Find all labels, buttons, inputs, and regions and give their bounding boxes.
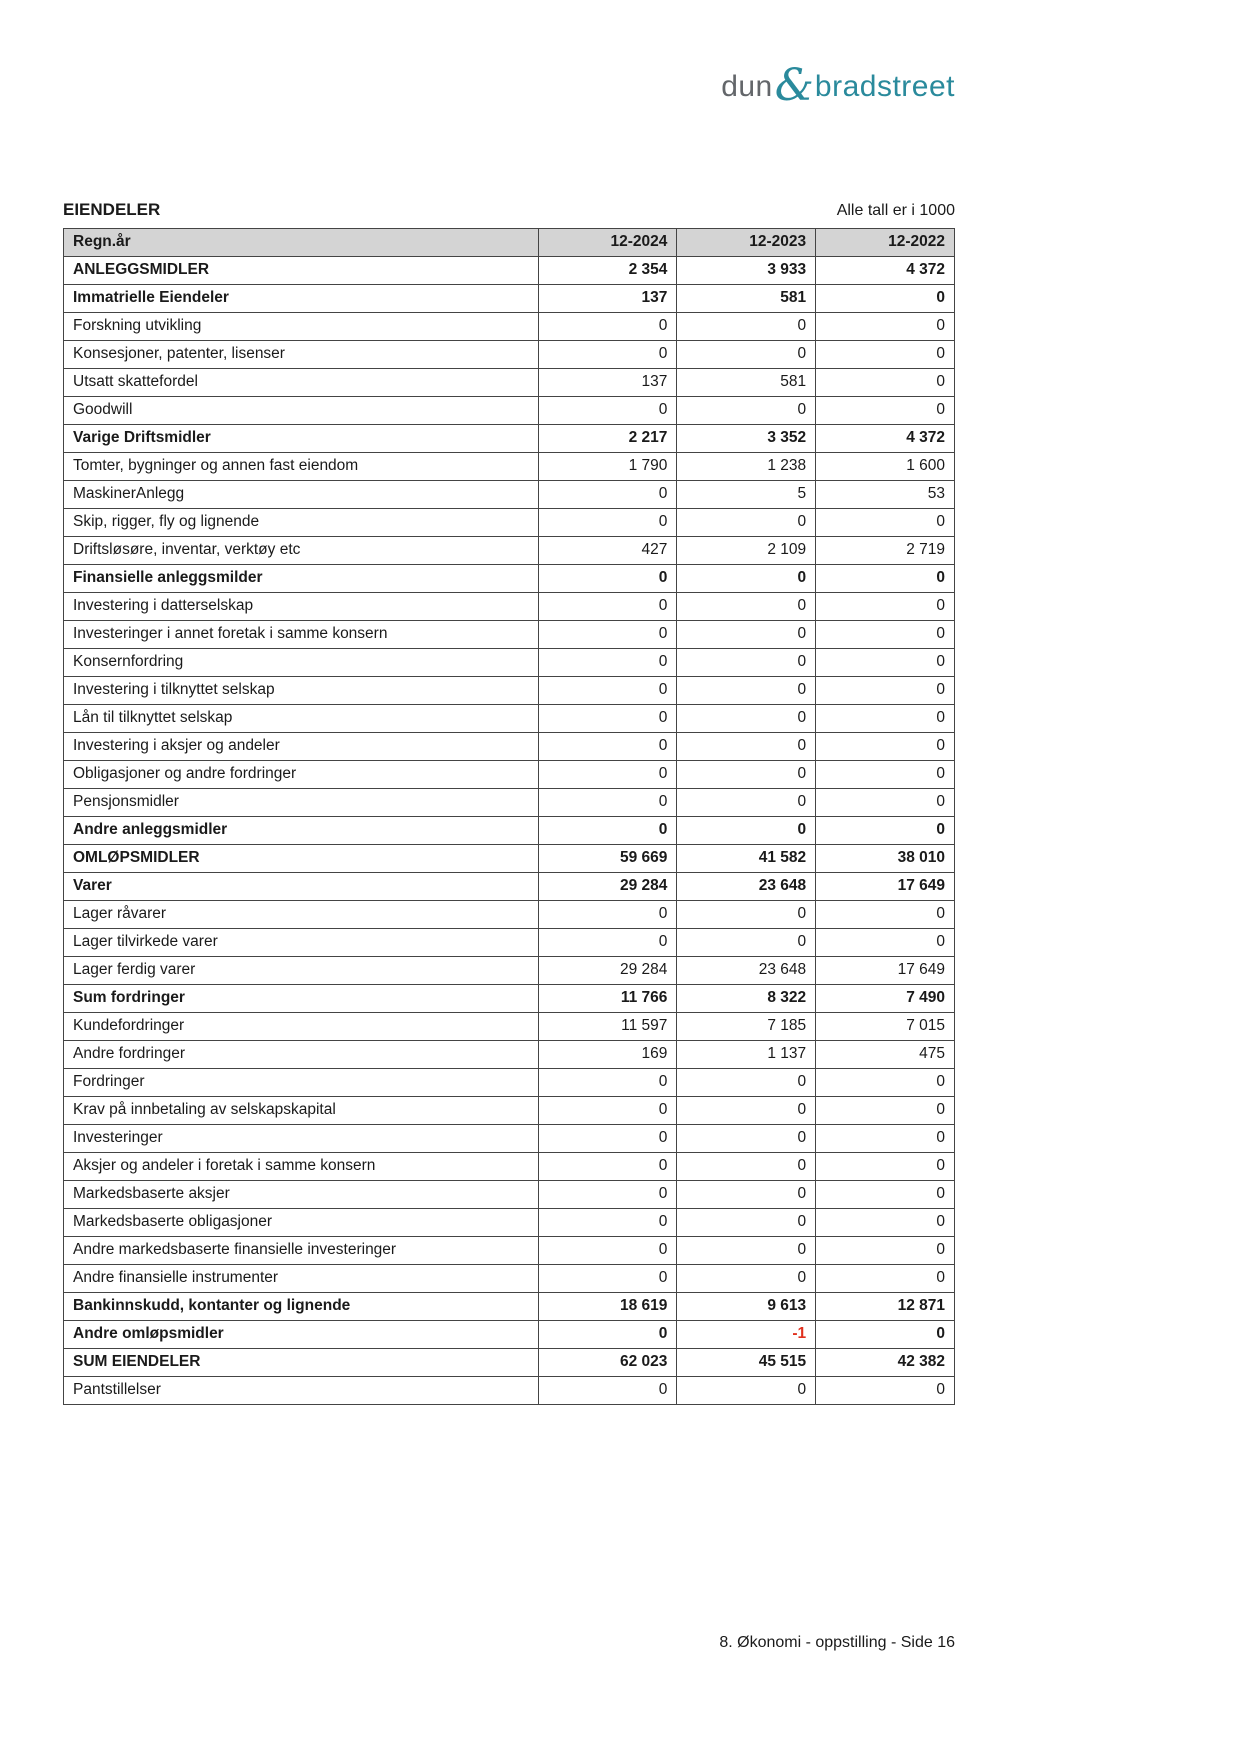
row-value: 0	[816, 1237, 955, 1265]
row-value: 0	[816, 705, 955, 733]
row-value: 0	[816, 789, 955, 817]
table-row	[64, 1321, 955, 1349]
row-value: 2 719	[816, 537, 955, 565]
row-label: Finansielle anleggsmilder	[64, 565, 539, 593]
row-value: 2 354	[538, 257, 677, 285]
table-row	[64, 705, 955, 733]
row-value: 0	[538, 817, 677, 845]
row-value: 3 352	[677, 425, 816, 453]
row-label: Goodwill	[64, 397, 539, 425]
row-label: Pantstillelser	[64, 1377, 539, 1405]
row-value: 0	[538, 565, 677, 593]
column-header-row	[64, 229, 955, 257]
row-value: 427	[538, 537, 677, 565]
row-value: 7 490	[816, 985, 955, 1013]
column-header-2024: 12-2024	[538, 229, 677, 257]
row-value: 4 372	[816, 425, 955, 453]
row-label: Kundefordringer	[64, 1013, 539, 1041]
row-value: 1 238	[677, 453, 816, 481]
row-value: 0	[538, 1069, 677, 1097]
logo-text-dun: dun	[721, 70, 773, 103]
row-value: 0	[677, 1237, 816, 1265]
row-value: 23 648	[677, 873, 816, 901]
row-value: 1 137	[677, 1041, 816, 1069]
row-value: 0	[538, 509, 677, 537]
table-row	[64, 1013, 955, 1041]
table-header-row	[63, 200, 955, 220]
table-row	[64, 565, 955, 593]
row-value: 59 669	[538, 845, 677, 873]
row-value: 62 023	[538, 1349, 677, 1377]
document-page	[63, 0, 955, 1754]
table-row	[64, 1041, 955, 1069]
row-value: 0	[816, 1321, 955, 1349]
row-value: 0	[816, 1209, 955, 1237]
row-value: 0	[538, 397, 677, 425]
table-row	[64, 257, 955, 285]
row-value: 0	[677, 341, 816, 369]
row-value: 581	[677, 369, 816, 397]
row-label: Markedsbaserte aksjer	[64, 1181, 539, 1209]
column-header-2022: 12-2022	[816, 229, 955, 257]
row-label: Tomter, bygninger og annen fast eiendom	[64, 453, 539, 481]
row-label: Pensjonsmidler	[64, 789, 539, 817]
row-value: 0	[677, 313, 816, 341]
row-value: 0	[816, 509, 955, 537]
row-label: Andre omløpsmidler	[64, 1321, 539, 1349]
row-label: Investeringer i annet foretak i samme konsern	[64, 621, 539, 649]
row-value: 0	[538, 1321, 677, 1349]
row-label: Investering i datterselskap	[64, 593, 539, 621]
row-value: 0	[816, 565, 955, 593]
row-value: 7 185	[677, 1013, 816, 1041]
row-value: 0	[816, 1153, 955, 1181]
table-row	[64, 901, 955, 929]
table-row	[64, 1097, 955, 1125]
row-value: 17 649	[816, 873, 955, 901]
table-row	[64, 621, 955, 649]
row-value: 0	[677, 705, 816, 733]
row-value: 0	[677, 817, 816, 845]
table-row	[64, 789, 955, 817]
row-label: Markedsbaserte obligasjoner	[64, 1209, 539, 1237]
table-row	[64, 1181, 955, 1209]
row-value: 0	[538, 901, 677, 929]
row-value: 0	[677, 1209, 816, 1237]
row-label: Utsatt skattefordel	[64, 369, 539, 397]
table-row	[64, 453, 955, 481]
table-row	[64, 733, 955, 761]
row-value: 12 871	[816, 1293, 955, 1321]
row-label: MaskinerAnlegg	[64, 481, 539, 509]
dun-bradstreet-logo: dun & bradstreet	[721, 60, 955, 111]
row-value: 0	[816, 621, 955, 649]
row-value: 4 372	[816, 257, 955, 285]
row-value: 0	[816, 901, 955, 929]
table-row	[64, 1293, 955, 1321]
row-value: 9 613	[677, 1293, 816, 1321]
row-value: 29 284	[538, 873, 677, 901]
row-value: 0	[816, 1125, 955, 1153]
row-label: Fordringer	[64, 1069, 539, 1097]
row-value: 0	[677, 901, 816, 929]
table-row	[64, 761, 955, 789]
row-label: Investeringer	[64, 1125, 539, 1153]
row-value: 0	[538, 313, 677, 341]
row-value: 0	[677, 593, 816, 621]
row-value: 475	[816, 1041, 955, 1069]
row-label: Krav på innbetaling av selskapskapital	[64, 1097, 539, 1125]
row-value: 18 619	[538, 1293, 677, 1321]
row-value: 0	[677, 621, 816, 649]
row-value: 0	[677, 733, 816, 761]
row-value: 0	[816, 341, 955, 369]
table-row	[64, 845, 955, 873]
row-label: Lager ferdig varer	[64, 957, 539, 985]
row-value: 0	[816, 1069, 955, 1097]
row-value: 0	[538, 341, 677, 369]
row-label: Lager råvarer	[64, 901, 539, 929]
row-value: 2 217	[538, 425, 677, 453]
table-body	[64, 257, 955, 1405]
row-value: 0	[677, 1069, 816, 1097]
row-value: 11 766	[538, 985, 677, 1013]
row-value: 0	[816, 929, 955, 957]
row-label: Andre anleggsmidler	[64, 817, 539, 845]
row-label: Lager tilvirkede varer	[64, 929, 539, 957]
row-label: Andre finansielle instrumenter	[64, 1265, 539, 1293]
row-value: 0	[677, 1377, 816, 1405]
row-label: Konsernfordring	[64, 649, 539, 677]
row-value: 0	[538, 1097, 677, 1125]
row-value: -1	[677, 1321, 816, 1349]
row-value: 0	[677, 1125, 816, 1153]
page-footer: 8. Økonomi - oppstilling - Side 16	[719, 1634, 955, 1651]
row-value: 169	[538, 1041, 677, 1069]
row-value: 0	[816, 369, 955, 397]
row-value: 0	[816, 1097, 955, 1125]
table-row	[64, 873, 955, 901]
row-value: 53	[816, 481, 955, 509]
row-value: 0	[816, 761, 955, 789]
row-value: 5	[677, 481, 816, 509]
row-value: 41 582	[677, 845, 816, 873]
row-value: 0	[538, 929, 677, 957]
row-label: Andre markedsbaserte finansielle investeringer	[64, 1237, 539, 1265]
row-value: 0	[538, 789, 677, 817]
table-row	[64, 677, 955, 705]
row-label: Sum fordringer	[64, 985, 539, 1013]
row-value: 0	[538, 481, 677, 509]
row-label: Skip, rigger, fly og lignende	[64, 509, 539, 537]
row-value: 2 109	[677, 537, 816, 565]
row-value: 38 010	[816, 845, 955, 873]
row-value: 1 600	[816, 453, 955, 481]
row-value: 0	[538, 1153, 677, 1181]
row-value: 137	[538, 369, 677, 397]
row-value: 45 515	[677, 1349, 816, 1377]
row-label: Aksjer og andeler i foretak i samme konsern	[64, 1153, 539, 1181]
row-label: ANLEGGSMIDLER	[64, 257, 539, 285]
row-value: 0	[816, 285, 955, 313]
column-header-label: Regn.år	[64, 229, 539, 257]
row-value: 0	[538, 1181, 677, 1209]
row-value: 581	[677, 285, 816, 313]
column-header-2023: 12-2023	[677, 229, 816, 257]
row-label: Varige Driftsmidler	[64, 425, 539, 453]
row-value: 0	[538, 677, 677, 705]
table-row	[64, 1265, 955, 1293]
table-row	[64, 285, 955, 313]
row-label: Lån til tilknyttet selskap	[64, 705, 539, 733]
row-value: 0	[677, 1181, 816, 1209]
row-value: 0	[816, 313, 955, 341]
row-value: 0	[538, 1209, 677, 1237]
section-title: EIENDELER	[63, 200, 161, 219]
table-row	[64, 1349, 955, 1377]
table-row	[64, 313, 955, 341]
row-label: Driftsløsøre, inventar, verktøy etc	[64, 537, 539, 565]
table-row	[64, 369, 955, 397]
row-value: 0	[538, 761, 677, 789]
row-value: 0	[677, 1265, 816, 1293]
table-row	[64, 1237, 955, 1265]
row-value: 0	[816, 593, 955, 621]
row-value: 137	[538, 285, 677, 313]
row-value: 0	[538, 733, 677, 761]
row-label: Immatrielle Eiendeler	[64, 285, 539, 313]
row-value: 0	[816, 677, 955, 705]
row-label: Konsesjoner, patenter, lisenser	[64, 341, 539, 369]
table-row	[64, 397, 955, 425]
table-row	[64, 341, 955, 369]
row-label: OMLØPSMIDLER	[64, 845, 539, 873]
row-value: 3 933	[677, 257, 816, 285]
table-row	[64, 1153, 955, 1181]
row-value: 0	[816, 1377, 955, 1405]
row-value: 0	[816, 649, 955, 677]
row-value: 8 322	[677, 985, 816, 1013]
row-label: Forskning utvikling	[64, 313, 539, 341]
row-value: 42 382	[816, 1349, 955, 1377]
table-row	[64, 1377, 955, 1405]
table-row	[64, 817, 955, 845]
balance-sheet-table	[63, 228, 955, 1405]
table-row	[64, 957, 955, 985]
row-value: 0	[677, 677, 816, 705]
row-label: Bankinnskudd, kontanter og lignende	[64, 1293, 539, 1321]
row-value: 0	[677, 1097, 816, 1125]
row-value: 0	[816, 397, 955, 425]
table-row	[64, 1209, 955, 1237]
row-value: 17 649	[816, 957, 955, 985]
row-value: 7 015	[816, 1013, 955, 1041]
row-value: 0	[816, 733, 955, 761]
row-value: 0	[677, 649, 816, 677]
row-label: Andre fordringer	[64, 1041, 539, 1069]
logo-text-bradstreet: bradstreet	[814, 70, 955, 103]
row-value: 0	[677, 565, 816, 593]
units-note: Alle tall er i 1000	[836, 202, 955, 219]
table-row	[64, 425, 955, 453]
table-row	[64, 537, 955, 565]
row-value: 0	[538, 1377, 677, 1405]
row-value: 0	[538, 593, 677, 621]
row-value: 0	[677, 789, 816, 817]
row-value: 0	[538, 705, 677, 733]
row-value: 0	[677, 1153, 816, 1181]
row-value: 0	[677, 509, 816, 537]
table-row	[64, 1125, 955, 1153]
row-value: 0	[538, 1125, 677, 1153]
table-row	[64, 593, 955, 621]
row-value: 0	[538, 1265, 677, 1293]
row-value: 11 597	[538, 1013, 677, 1041]
table-row	[64, 1069, 955, 1097]
row-value: 0	[538, 1237, 677, 1265]
row-label: Investering i tilknyttet selskap	[64, 677, 539, 705]
row-value: 0	[677, 397, 816, 425]
row-value: 0	[677, 761, 816, 789]
table-row	[64, 985, 955, 1013]
row-value: 0	[677, 929, 816, 957]
table-row	[64, 509, 955, 537]
table-row	[64, 481, 955, 509]
row-value: 0	[816, 1181, 955, 1209]
row-label: Varer	[64, 873, 539, 901]
table-row	[64, 649, 955, 677]
row-value: 0	[538, 649, 677, 677]
row-label: Obligasjoner og andre fordringer	[64, 761, 539, 789]
row-value: 0	[816, 1265, 955, 1293]
row-value: 23 648	[677, 957, 816, 985]
row-value: 0	[816, 817, 955, 845]
row-value: 0	[538, 621, 677, 649]
row-label: SUM EIENDELER	[64, 1349, 539, 1377]
row-value: 1 790	[538, 453, 677, 481]
row-value: 29 284	[538, 957, 677, 985]
row-label: Investering i aksjer og andeler	[64, 733, 539, 761]
table-row	[64, 929, 955, 957]
